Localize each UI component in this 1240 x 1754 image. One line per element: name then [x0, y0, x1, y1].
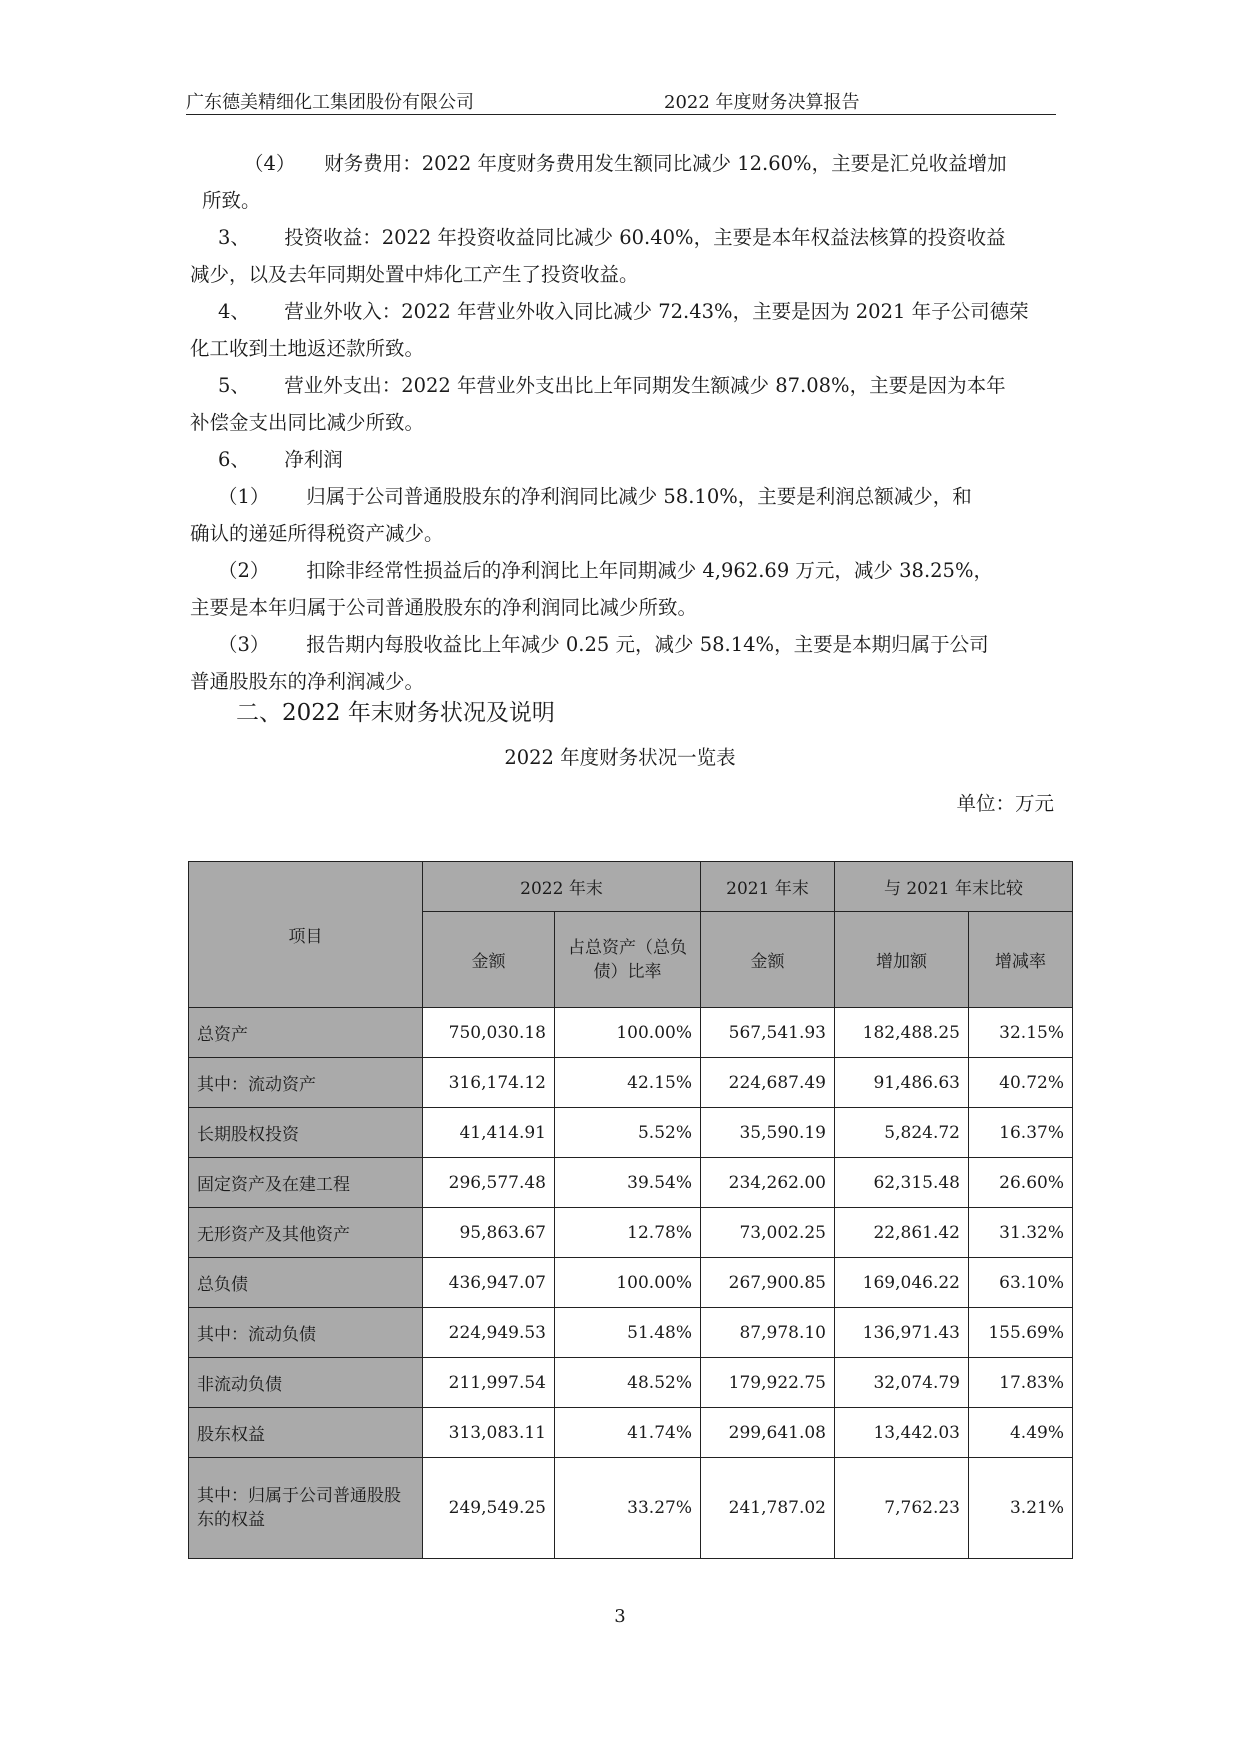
paragraph-text: 净利润 [284, 448, 343, 471]
table-row [189, 1208, 1073, 1258]
paragraph-text: 营业外支出：2022 年营业外支出比上年同期发生额减少 87.08%，主要是因为本年 [284, 374, 1006, 397]
row-label: 无形资产及其他资产 [189, 1208, 423, 1258]
cell-amount-2022: 313,083.11 [423, 1408, 555, 1458]
cell-rate: 16.37% [969, 1108, 1073, 1158]
cell-amount-2022: 316,174.12 [423, 1058, 555, 1108]
table-row [189, 1058, 1073, 1108]
cell-ratio: 41.74% [555, 1408, 701, 1458]
table-row [189, 1458, 1073, 1559]
row-label: 总资产 [189, 1008, 423, 1058]
cell-amount-2021: 241,787.02 [701, 1458, 835, 1559]
report-title: 2022 年度财务决算报告 [664, 92, 860, 113]
paragraph-number: 3、 [218, 226, 250, 249]
paragraph-number: （2） [218, 559, 270, 582]
paragraph-non-operating-income [190, 293, 1060, 367]
table-header-row [189, 862, 1073, 912]
table-row [189, 1158, 1073, 1208]
page-header [186, 86, 1056, 115]
paragraph-net-profit-2 [190, 552, 1060, 626]
paragraph-number: （1） [218, 485, 270, 508]
row-label: 其中：流动资产 [189, 1058, 423, 1108]
cell-rate: 32.15% [969, 1008, 1073, 1058]
header-2021: 2021 年末 [701, 862, 835, 912]
cell-rate: 26.60% [969, 1158, 1073, 1208]
paragraph-text: 投资收益：2022 年投资收益同比减少 60.40%，主要是本年权益法核算的投资收益 [284, 226, 1006, 249]
cell-amount-2021: 267,900.85 [701, 1258, 835, 1308]
cell-ratio: 48.52% [555, 1358, 701, 1408]
cell-increase: 169,046.22 [835, 1258, 969, 1308]
table-row [189, 1358, 1073, 1408]
cell-amount-2021: 299,641.08 [701, 1408, 835, 1458]
row-label: 其中：归属于公司普通股股东的权益 [189, 1458, 423, 1559]
paragraph-text: 归属于公司普通股股东的净利润同比减少 58.10%，主要是利润总额减少，和 [306, 485, 972, 508]
cell-rate: 4.49% [969, 1408, 1073, 1458]
paragraph-finance-expense [190, 145, 1060, 219]
table-row [189, 1008, 1073, 1058]
cell-amount-2021: 35,590.19 [701, 1108, 835, 1158]
cell-ratio: 51.48% [555, 1308, 701, 1358]
table-row [189, 1408, 1073, 1458]
cell-amount-2021: 224,687.49 [701, 1058, 835, 1108]
cell-increase: 22,861.42 [835, 1208, 969, 1258]
row-label: 非流动负债 [189, 1358, 423, 1408]
cell-amount-2021: 179,922.75 [701, 1358, 835, 1408]
company-name: 广东德美精细化工集团股份有限公司 [186, 92, 474, 113]
row-label: 固定资产及在建工程 [189, 1158, 423, 1208]
paragraph-number: （3） [218, 633, 270, 656]
cell-ratio: 39.54% [555, 1158, 701, 1208]
table-title: 2022 年度财务状况一览表 [504, 746, 736, 769]
cell-ratio: 100.00% [555, 1008, 701, 1058]
cell-amount-2021: 234,262.00 [701, 1158, 835, 1208]
financial-status-table [188, 861, 1073, 1559]
cell-rate: 63.10% [969, 1258, 1073, 1308]
table-row [189, 1108, 1073, 1158]
cell-amount-2022: 750,030.18 [423, 1008, 555, 1058]
paragraph-number: 4、 [218, 300, 250, 323]
cell-increase: 7,762.23 [835, 1458, 969, 1559]
header-2022: 2022 年末 [423, 862, 701, 912]
header-item: 项目 [189, 862, 423, 1008]
table-row [189, 1258, 1073, 1308]
paragraph-continuation: 普通股股东的净利润减少。 [190, 670, 425, 693]
cell-amount-2022: 249,549.25 [423, 1458, 555, 1559]
paragraph-net-profit-1 [190, 478, 1060, 552]
cell-amount-2022: 436,947.07 [423, 1258, 555, 1308]
cell-amount-2022: 41,414.91 [423, 1108, 555, 1158]
section-title: 二、2022 年末财务状况及说明 [236, 700, 555, 726]
page-number: 3 [614, 1606, 626, 1627]
paragraph-net-profit-heading [190, 441, 1060, 478]
paragraph-number: 5、 [218, 374, 250, 397]
header-amount-2021: 金额 [701, 912, 835, 1008]
paragraph-net-profit-3 [190, 626, 1060, 700]
row-label: 其中：流动负债 [189, 1308, 423, 1358]
paragraph-continuation: 主要是本年归属于公司普通股股东的净利润同比减少所致。 [190, 596, 698, 619]
paragraph-continuation: 补偿金支出同比减少所致。 [190, 411, 425, 434]
cell-amount-2021: 73,002.25 [701, 1208, 835, 1258]
paragraph-text: 扣除非经常性损益后的净利润比上年同期减少 4,962.69 万元，减少 38.25%， [306, 559, 993, 582]
paragraph-non-operating-expense [190, 367, 1060, 441]
cell-increase: 32,074.79 [835, 1358, 969, 1408]
row-label: 总负债 [189, 1258, 423, 1308]
cell-ratio: 33.27% [555, 1458, 701, 1559]
row-label: 股东权益 [189, 1408, 423, 1458]
row-label: 长期股权投资 [189, 1108, 423, 1158]
paragraph-investment-income [190, 219, 1060, 293]
paragraph-number: 6、 [218, 448, 250, 471]
paragraph-continuation: 所致。 [202, 189, 261, 212]
cell-rate: 31.32% [969, 1208, 1073, 1258]
cell-amount-2021: 567,541.93 [701, 1008, 835, 1058]
cell-rate: 3.21% [969, 1458, 1073, 1559]
paragraph-text: 营业外收入：2022 年营业外收入同比减少 72.43%，主要是因为 2021 年子公司德荣 [284, 300, 1029, 323]
table-row [189, 1308, 1073, 1358]
cell-increase: 182,488.25 [835, 1008, 969, 1058]
cell-amount-2022: 224,949.53 [423, 1308, 555, 1358]
header-rate: 增减率 [969, 912, 1073, 1008]
paragraph-number: （4） [244, 152, 296, 175]
paragraph-continuation: 确认的递延所得税资产减少。 [190, 522, 444, 545]
header-compare: 与 2021 年末比较 [835, 862, 1073, 912]
cell-ratio: 5.52% [555, 1108, 701, 1158]
cell-increase: 13,442.03 [835, 1408, 969, 1458]
cell-increase: 136,971.43 [835, 1308, 969, 1358]
cell-amount-2022: 95,863.67 [423, 1208, 555, 1258]
cell-increase: 5,824.72 [835, 1108, 969, 1158]
header-ratio: 占总资产（总负债）比率 [555, 912, 701, 1008]
paragraph-text: 报告期内每股收益比上年减少 0.25 元，减少 58.14%，主要是本期归属于公司 [306, 633, 989, 656]
cell-rate: 40.72% [969, 1058, 1073, 1108]
cell-ratio: 12.78% [555, 1208, 701, 1258]
cell-amount-2021: 87,978.10 [701, 1308, 835, 1358]
cell-ratio: 42.15% [555, 1058, 701, 1108]
cell-rate: 155.69% [969, 1308, 1073, 1358]
header-increase: 增加额 [835, 912, 969, 1008]
unit-label: 单位：万元 [956, 792, 1054, 815]
cell-amount-2022: 211,997.54 [423, 1358, 555, 1408]
cell-rate: 17.83% [969, 1358, 1073, 1408]
header-amount-2022: 金额 [423, 912, 555, 1008]
paragraph-text: 财务费用：2022 年度财务费用发生额同比减少 12.60%，主要是汇兑收益增加 [324, 152, 1007, 175]
cell-amount-2022: 296,577.48 [423, 1158, 555, 1208]
cell-increase: 62,315.48 [835, 1158, 969, 1208]
paragraph-continuation: 化工收到土地返还款所致。 [190, 337, 425, 360]
cell-ratio: 100.00% [555, 1258, 701, 1308]
cell-increase: 91,486.63 [835, 1058, 969, 1108]
paragraph-continuation: 减少，以及去年同期处置中炜化工产生了投资收益。 [190, 263, 639, 286]
